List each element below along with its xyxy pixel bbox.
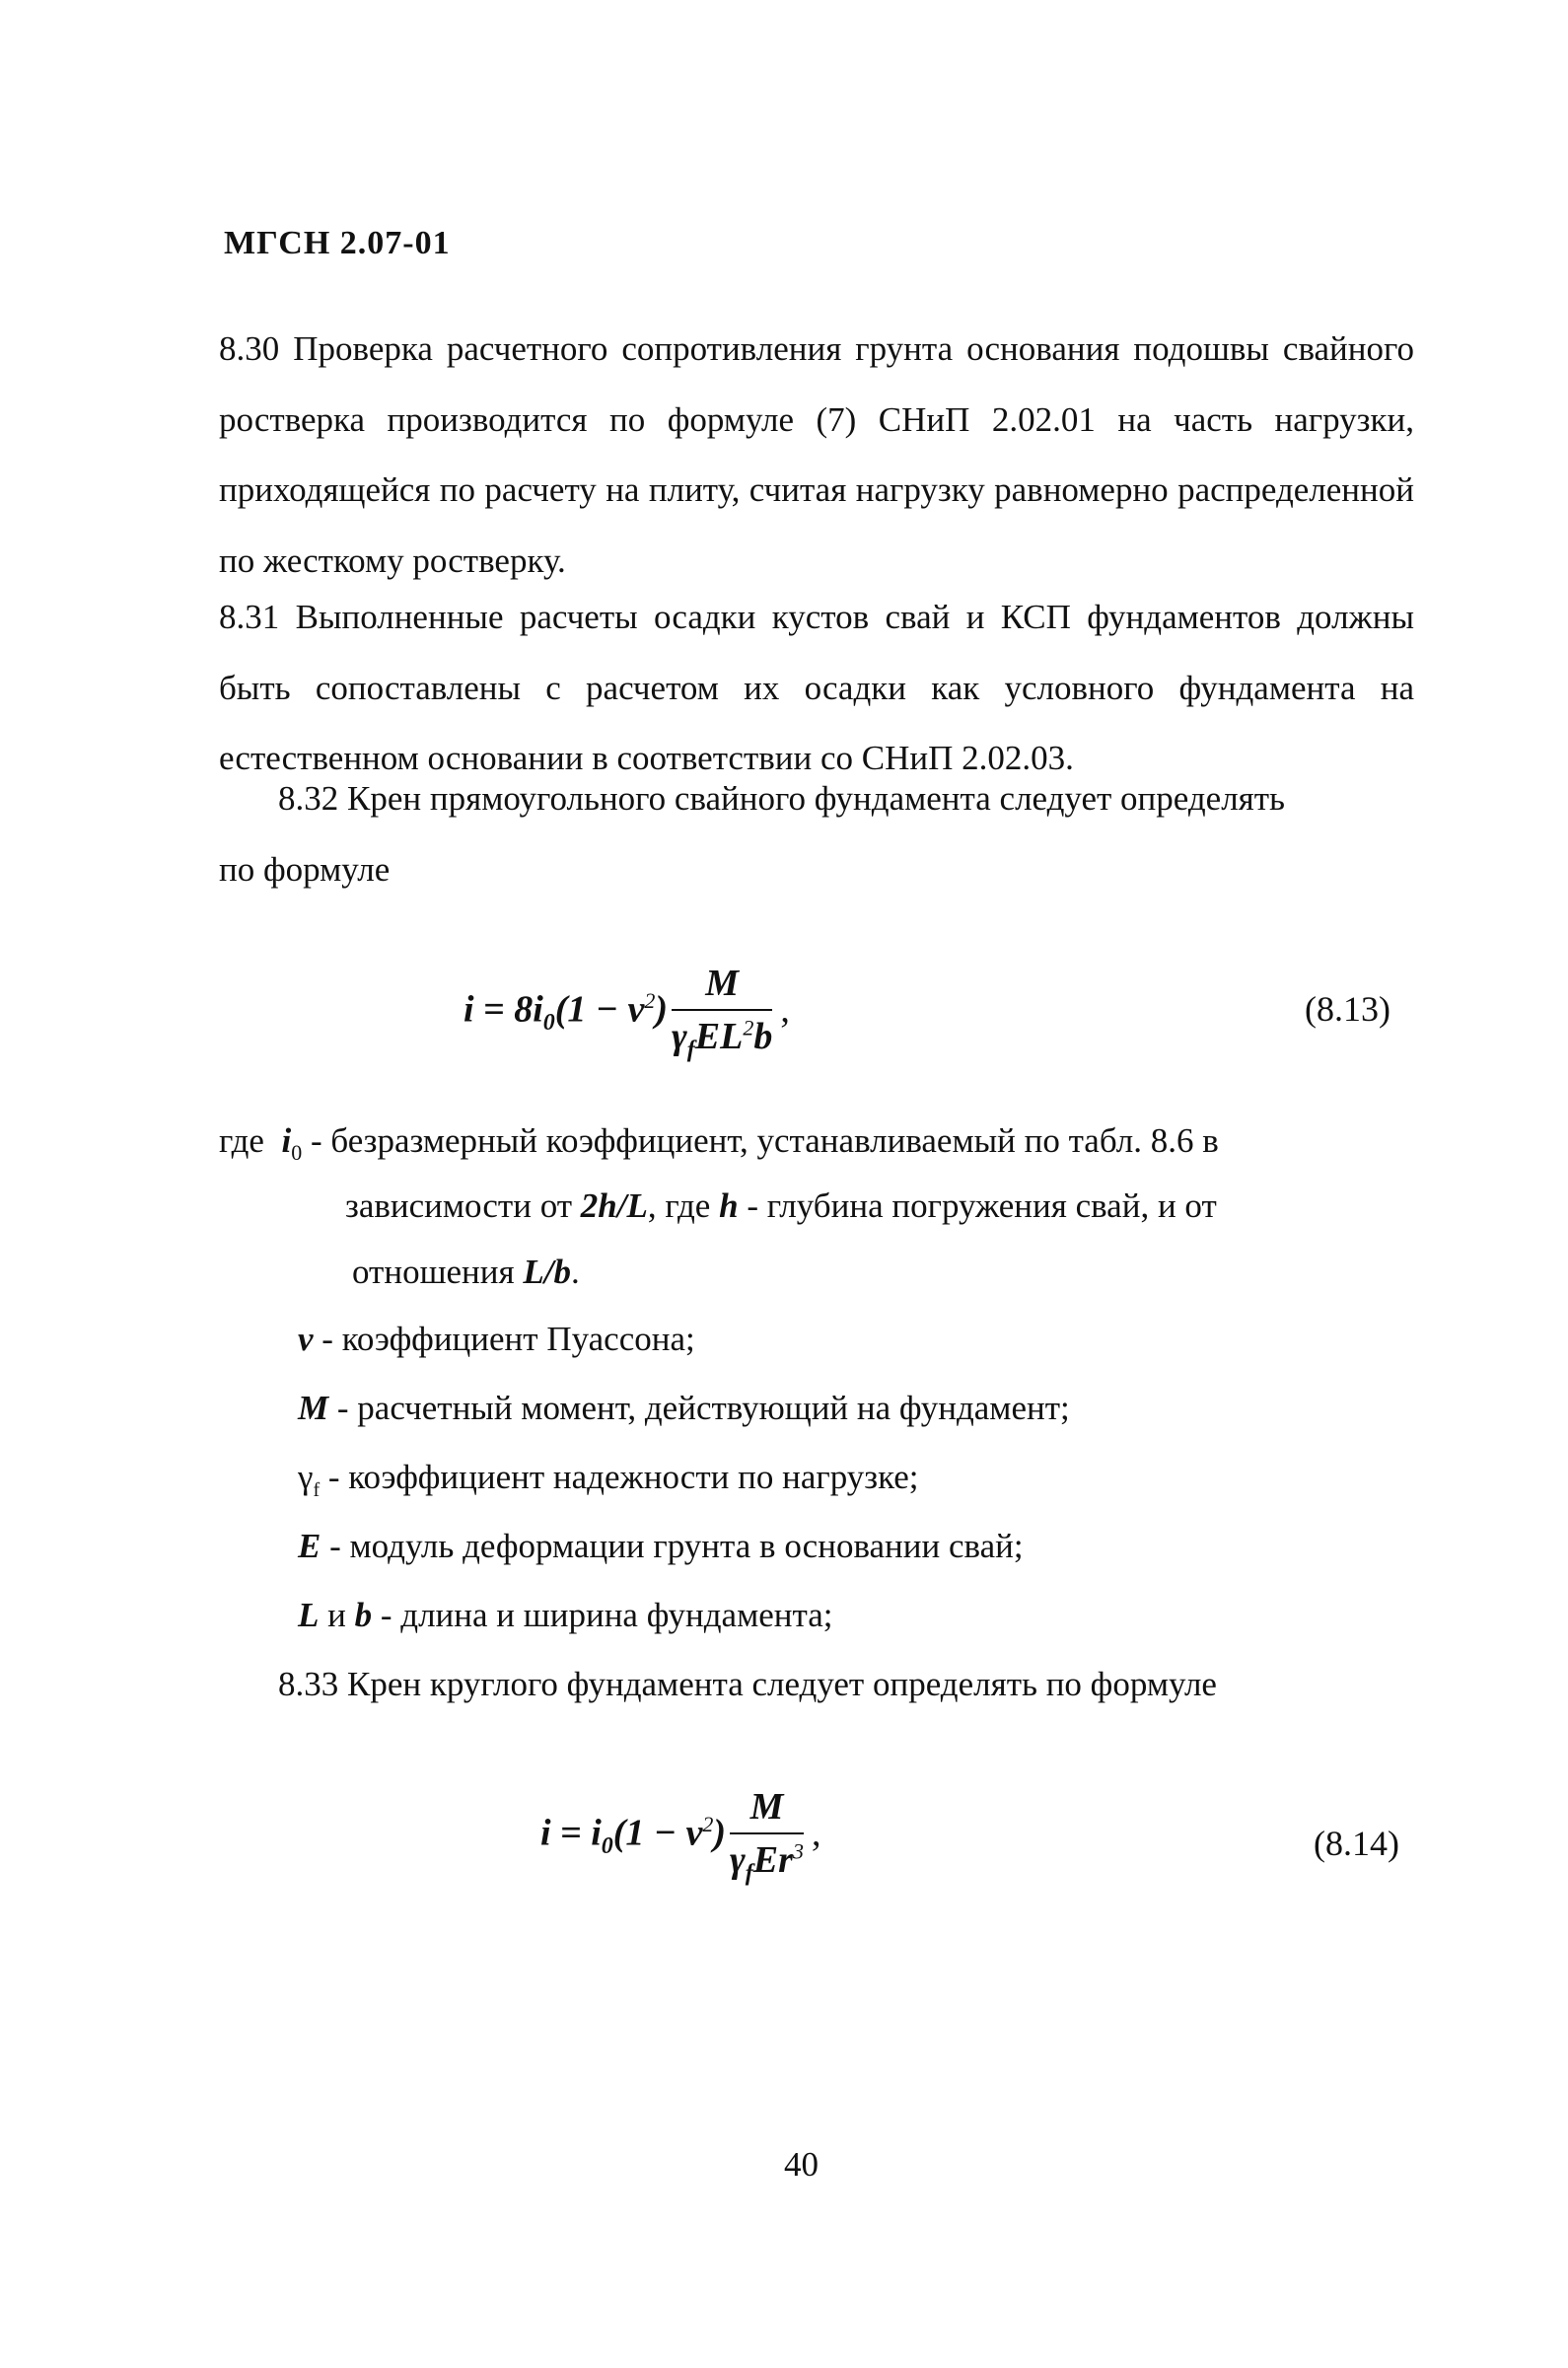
formula-denominator: $\gamma_fEL^2b$ xyxy=(671,1015,773,1063)
paragraph-8-32-line2: по формуле xyxy=(219,850,391,889)
formula-fraction xyxy=(730,1785,804,1888)
formula-sub: 0 xyxy=(542,1010,555,1037)
formula-sup: 2 xyxy=(702,1811,714,1836)
formula-8-13-number: (8.13) xyxy=(1305,989,1390,1029)
symbol-L: L xyxy=(298,1596,320,1634)
symbol-i0: i xyxy=(281,1121,292,1160)
where-line-gamma-f: $\gamma_f$ - коэффициент надежности по нагрузке; xyxy=(298,1458,919,1501)
formula-numerator: M xyxy=(730,1785,804,1834)
where-line-i0 xyxy=(219,1121,1219,1166)
paragraph-8-32-line1: 8.32 Крен прямоугольного свайного фундамента следует определять xyxy=(278,779,1286,818)
where-line-L-b: L и b - длина и ширина фундамента; xyxy=(298,1596,833,1634)
desc-i0: - безразмерный коэффициент, устанавливаемый по табл. 8.6 в xyxy=(302,1121,1219,1160)
symbol-2h-over-L: 2h/L xyxy=(580,1186,648,1225)
formula-8-13 xyxy=(463,962,790,1064)
symbol-E: E xyxy=(298,1527,321,1565)
symbol-b: b xyxy=(354,1596,373,1634)
symbol-i0-sub: 0 xyxy=(291,1140,303,1165)
where-line-nu: ν - коэффициент Пуассона; xyxy=(298,1320,695,1358)
formula-mid: (1 − ν xyxy=(612,1812,703,1854)
symbol-M: M xyxy=(298,1389,329,1427)
formula-sub: 0 xyxy=(601,1833,613,1860)
formula-lhs: i = i xyxy=(540,1812,602,1854)
symbol-nu: ν xyxy=(298,1320,314,1358)
paragraph-8-33: 8.33 Крен круглого фундамента следует определять по формуле xyxy=(278,1665,1217,1703)
where-line-i0-3: отношения L/b. xyxy=(352,1253,580,1291)
paragraph-8-30: 8.30 Проверка расчетного сопротивления грунта основания подошвы свайного ростверка производится по формуле (7) СНиП 2.02.01 на часть нагрузки, приходящейся по расчету на плиту, считая нагрузку равномерно распределенной по жесткому ростверку. xyxy=(219,329,1414,580)
symbol-L-over-b: L/b xyxy=(523,1253,571,1291)
formula-sup: 2 xyxy=(644,987,656,1013)
symbol-gamma-sub: f xyxy=(313,1479,321,1501)
symbol-h: h xyxy=(719,1186,739,1225)
formula-8-14-number: (8.14) xyxy=(1314,1824,1399,1863)
formula-mid: (1 − ν xyxy=(554,988,645,1031)
formula-comma: , xyxy=(780,988,790,1031)
paragraph-8-31: 8.31 Выполненные расчеты осадки кустов свай и КСП фундаментов должны быть сопоставлены с расчетом их осадки как условного фундамента на естественном основании в соответствии со СНиП 2.02.03. xyxy=(219,598,1414,777)
document-header: МГСН 2.07-01 xyxy=(224,225,451,261)
symbol-gamma: γ xyxy=(298,1458,314,1496)
formula-close: ) xyxy=(713,1812,726,1854)
where-line-M: M - расчетный момент, действующий на фундамент; xyxy=(298,1389,1070,1427)
where-label: где xyxy=(219,1121,264,1160)
formula-lhs: i = 8i xyxy=(463,988,543,1031)
where-line-i0-2: зависимости от 2h/L, где h - глубина погружения свай, и от xyxy=(345,1186,1217,1225)
formula-numerator: M xyxy=(672,962,772,1011)
formula-comma: , xyxy=(811,1812,821,1854)
where-line-E: E - модуль деформации грунта в основании свай; xyxy=(298,1527,1024,1565)
formula-8-14 xyxy=(540,1785,820,1888)
formula-denominator: $\gamma_fEr^3$ xyxy=(729,1838,804,1887)
formula-close: ) xyxy=(655,988,668,1031)
formula-fraction xyxy=(672,962,772,1064)
page-number: 40 xyxy=(784,2145,819,2184)
